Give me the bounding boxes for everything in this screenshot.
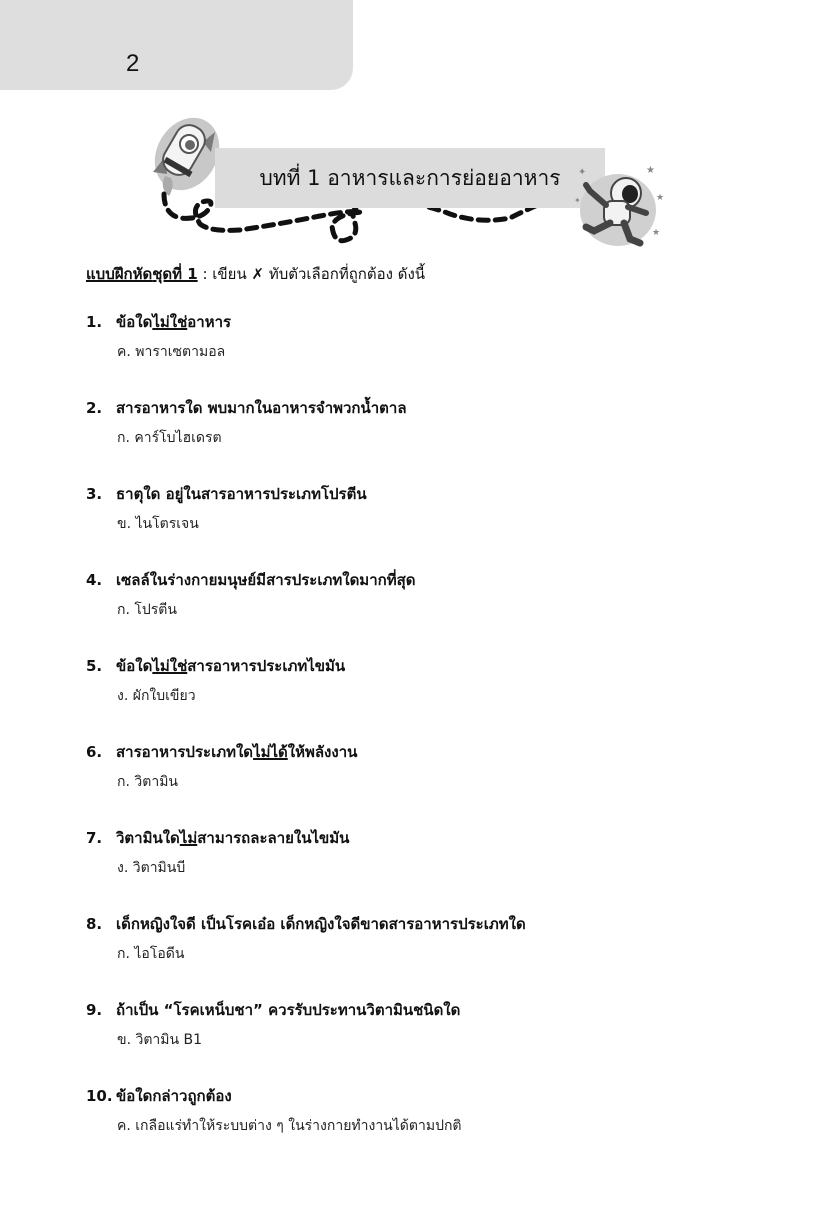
- question-number: 1.: [86, 313, 103, 331]
- answer-text: ก. โปรตีน: [117, 602, 177, 618]
- question-text: ธาตุใด อยู่ในสารอาหารประเภทโปรตีน: [116, 485, 367, 503]
- question-text: ข้อใดไม่ใช่สารอาหารประเภทไขมัน: [116, 657, 346, 675]
- answer-text: ค. พาราเซตามอล: [117, 344, 226, 360]
- question-item: [86, 568, 416, 621]
- instruction-text: : เขียน: [197, 265, 252, 283]
- question-text: ถ้าเป็น “โรคเหน็บชา” ควรรับประทานวิตามินชนิดใด: [116, 1001, 461, 1019]
- answer-text: ก. ไอโอดีน: [117, 946, 185, 962]
- question-item: [86, 740, 357, 793]
- question-number: 3.: [86, 485, 103, 503]
- astronaut-icon: [568, 155, 668, 255]
- question-number: 8.: [86, 915, 103, 933]
- question-text: วิตามินใดไม่สามารถละลายในไขมัน: [116, 829, 350, 847]
- answer-text: ก. คาร์โบไฮเดรต: [117, 430, 222, 446]
- svg-text:✦: ✦: [578, 167, 587, 178]
- chapter-title: บทที่ 1 อาหารและการย่อยอาหาร: [259, 166, 561, 190]
- question-item: [86, 1084, 462, 1137]
- answer-text: ข. วิตามิน B1: [117, 1032, 203, 1048]
- question-item: [86, 654, 345, 707]
- question-text: สารอาหารประเภทใดไม่ได้ให้พลังงาน: [116, 743, 358, 761]
- svg-text:★: ★: [646, 165, 655, 176]
- question-text: เด็กหญิงใจดี เป็นโรคเอ๋อ เด็กหญิงใจดีขาดสารอาหารประเภทใด: [116, 915, 526, 933]
- svg-text:★: ★: [652, 228, 661, 238]
- x-mark-icon: ✗: [251, 265, 265, 283]
- page-number: 2: [126, 50, 140, 77]
- answer-text: ง. วิตามินบี: [117, 860, 186, 876]
- answer-text: ก. วิตามิน: [117, 774, 178, 790]
- question-text: ข้อใดกล่าวถูกต้อง: [116, 1087, 232, 1105]
- question-item: [86, 396, 407, 449]
- svg-text:✦: ✦: [574, 196, 581, 205]
- question-item: [86, 998, 460, 1051]
- question-item: [86, 482, 367, 535]
- question-number: 7.: [86, 829, 103, 847]
- svg-text:★: ★: [656, 193, 665, 203]
- question-text: สารอาหารใด พบมากในอาหารจำพวกน้ำตาล: [116, 399, 407, 417]
- question-text: เซลล์ในร่างกายมนุษย์มีสารประเภทใดมากที่สุด: [116, 571, 416, 589]
- exercise-instruction: [86, 262, 425, 286]
- question-number: 10.: [86, 1087, 113, 1105]
- question-number: 5.: [86, 657, 103, 675]
- question-number: 4.: [86, 571, 103, 589]
- question-text: ข้อใดไม่ใช่อาหาร: [116, 313, 232, 331]
- page-number-tab: [0, 0, 353, 90]
- question-number: 9.: [86, 1001, 103, 1019]
- exercise-label: แบบฝึกหัด: [86, 265, 153, 283]
- answer-text: ข. ไนโตรเจน: [117, 516, 199, 532]
- question-number: 2.: [86, 399, 103, 417]
- instruction-text-2: ทับตัวเลือกที่ถูกต้อง ดังนี้: [264, 265, 426, 283]
- exercise-set-label: ชุดที่ 1: [152, 265, 198, 283]
- answer-text: ง. ผักใบเขียว: [117, 688, 196, 704]
- question-number: 6.: [86, 743, 103, 761]
- chapter-banner: [215, 148, 605, 208]
- answer-text: ค. เกลือแร่ทำให้ระบบต่าง ๆ ในร่างกายทำงานได้ตามปกติ: [117, 1118, 462, 1134]
- question-item: [86, 310, 231, 363]
- question-item: [86, 826, 349, 879]
- question-item: [86, 912, 526, 965]
